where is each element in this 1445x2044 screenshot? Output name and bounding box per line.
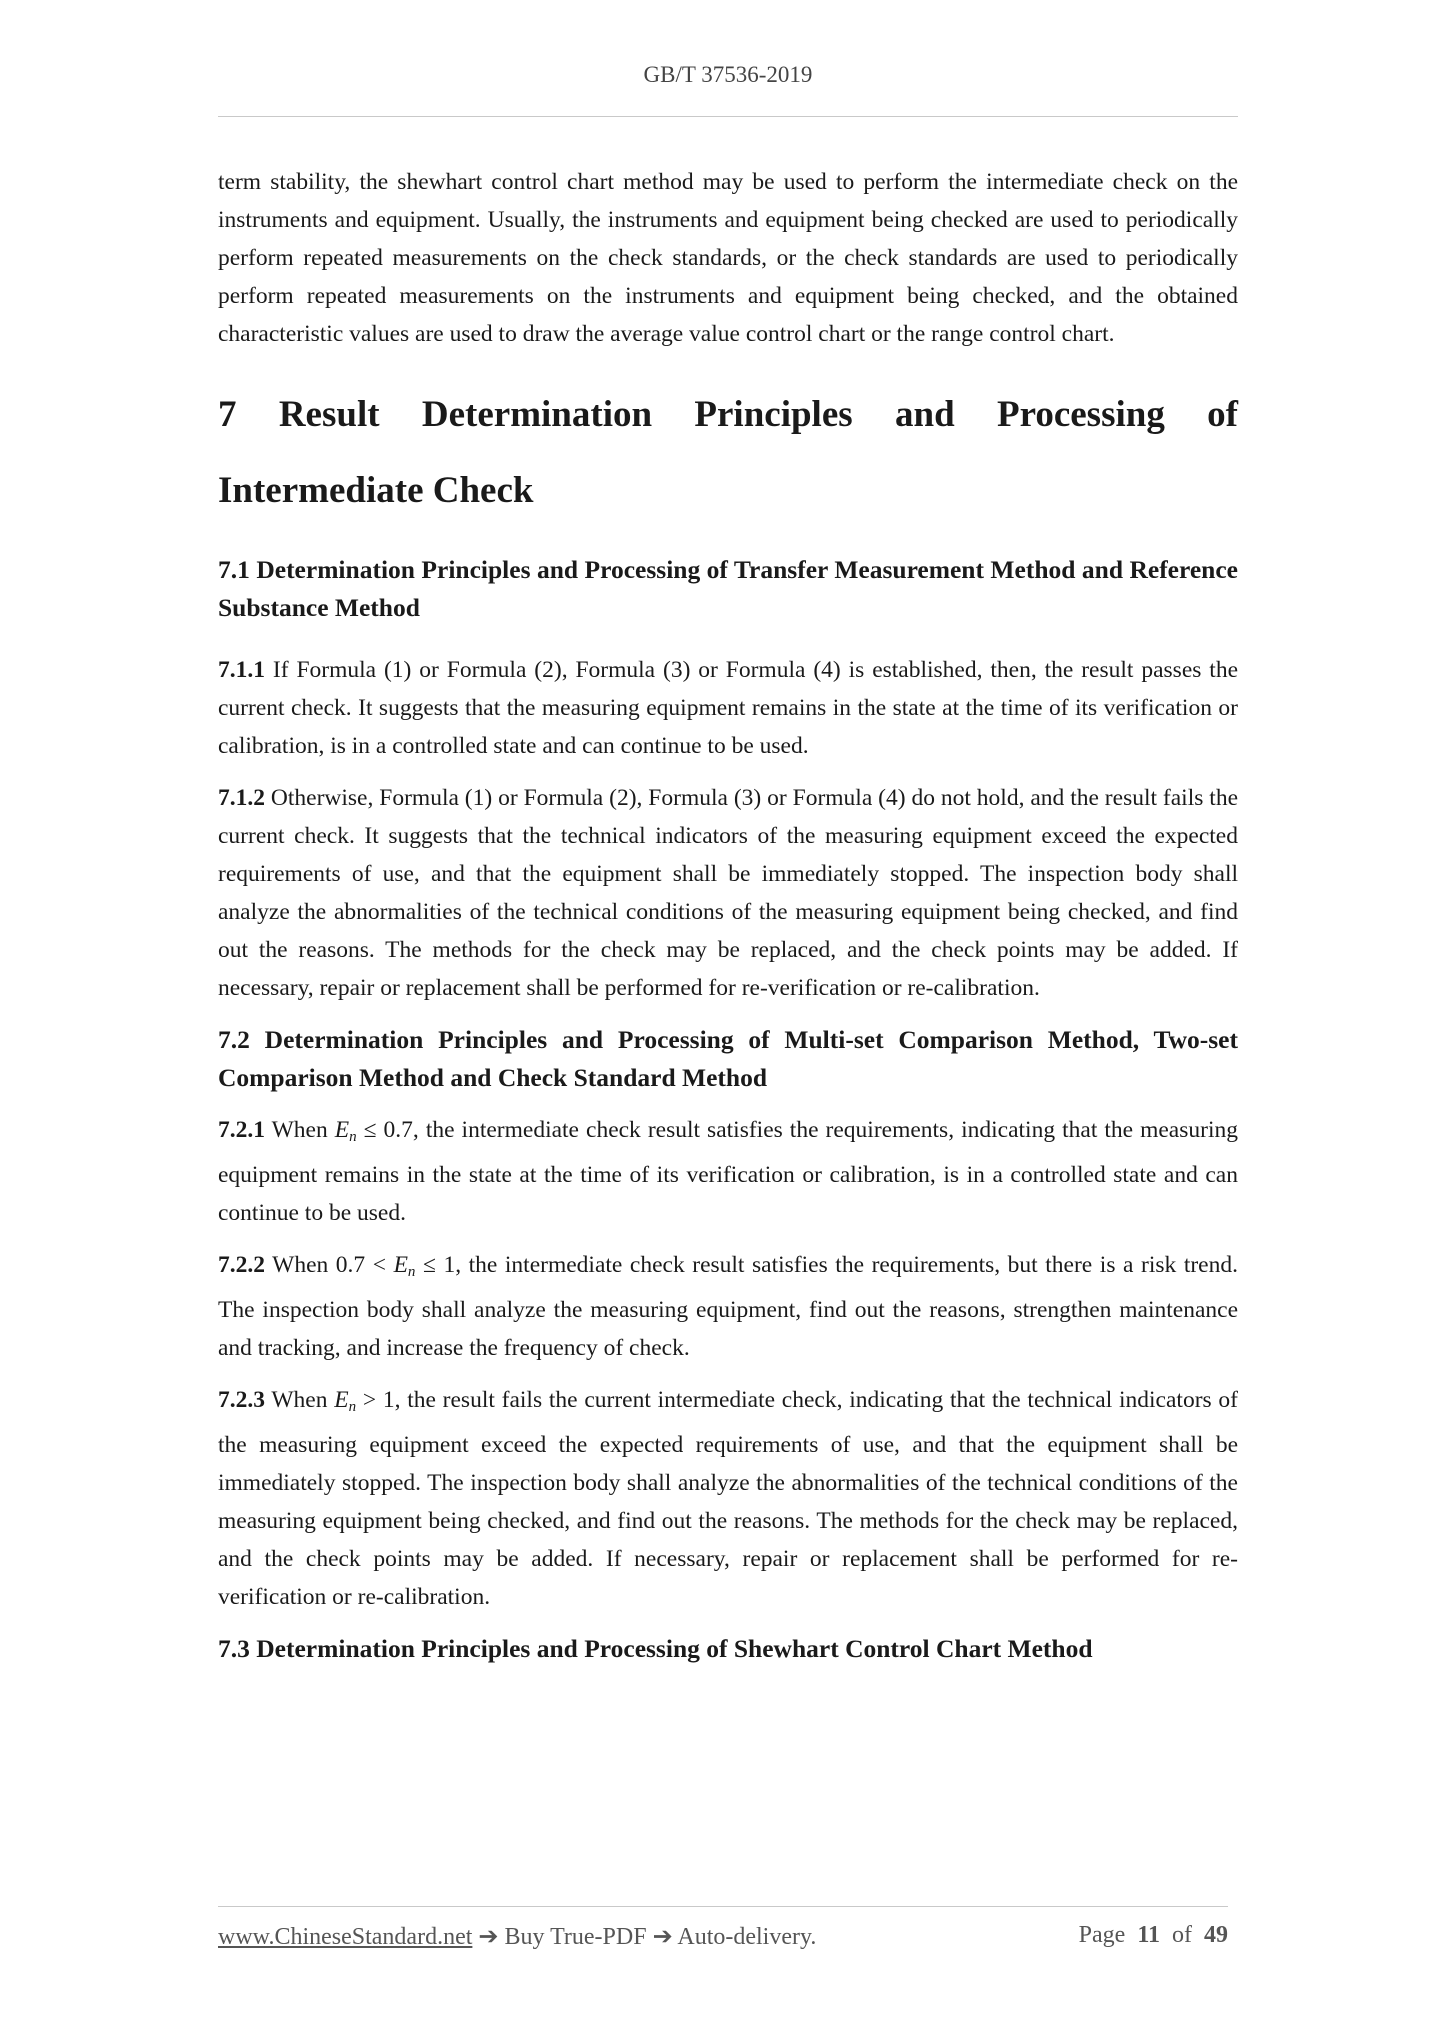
clause-number: 7.2.3 — [218, 1387, 265, 1413]
clause-text-post: ≤ 0.7, the intermediate check result satisfies the requirements, indicating that the measuring equipment remains in the state at the time of its verification or calibration, is in a controlled state and can continue to be used. — [218, 1117, 1238, 1226]
document-header — [218, 62, 1238, 88]
page-content — [218, 163, 1238, 1668]
clause-number: 7.1.2 — [218, 785, 265, 811]
clause-7-2-2 — [218, 1246, 1238, 1367]
clause-text: Otherwise, Formula (1) or Formula (2), Formula (3) or Formula (4) do not hold, and the result fails the current check. It suggests that the technical indicators of the measuring equipment exceed the expected requirements of use, and that the equipment shall be immediately stopped. The inspection body shall analyze the abnormalities of the technical conditions of the measuring equipment being checked, and find out the reasons. The methods for the check may be replaced, and the check points may be added. If necessary, repair or replacement shall be performed for re-verification or re-calibration. — [218, 785, 1238, 1001]
clause-number: 7.2.1 — [218, 1117, 265, 1143]
current-page: 11 — [1137, 1922, 1160, 1948]
standard-code: GB/T 37536-2019 — [643, 62, 813, 87]
section-7-title-line1: 7 Result Determination Principles and Processing of — [218, 394, 1238, 435]
page-footer — [218, 1922, 1228, 1962]
footer-divider — [218, 1906, 1228, 1907]
clause-text-pre: When — [265, 1387, 335, 1413]
footer-promo — [218, 1922, 816, 1951]
arrow-right-icon: ➔ — [652, 1924, 673, 1950]
clause-7-1-2 — [218, 779, 1238, 1007]
section-7-2-title: 7.2 Determination Principles and Processing of Multi-set Comparison Method, Two-set Comparison Method and Check Standard Method — [218, 1025, 1238, 1092]
website-link[interactable]: www.ChineseStandard.net — [218, 1924, 473, 1950]
intro-paragraph: term stability, the shewhart control chart method may be used to perform the intermediate check on the instruments and equipment. Usually, the instruments and equipment being checked are used to periodically perform repeated measurements on the check standards, or the check standards are used to periodically perform repeated measurements on the instruments and equipment being checked, and the obtained characteristic values are used to draw the average value control chart or the range control chart. — [218, 169, 1238, 347]
subscript-n: n — [348, 1399, 357, 1415]
buy-text: Buy True-PDF — [504, 1924, 647, 1950]
section-7-title-line2: Intermediate Check — [218, 470, 534, 511]
total-pages: 49 — [1204, 1922, 1228, 1948]
page-indicator — [1079, 1922, 1228, 1949]
header-divider — [218, 116, 1238, 117]
subscript-n: n — [407, 1264, 416, 1280]
arrow-right-icon: ➔ — [478, 1924, 499, 1950]
clause-text-post: ≤ 1, the intermediate check result satisfies the requirements, but there is a risk trend. The inspection body shall analyze the measuring equipment, find out the reasons, strengthen maintenance and tracking, and increase the frequency of check. — [218, 1252, 1238, 1361]
clause-text-pre: When — [265, 1117, 335, 1143]
variable-E: E — [393, 1252, 408, 1278]
clause-7-2-3 — [218, 1381, 1238, 1616]
of-label: of — [1172, 1922, 1192, 1948]
clause-7-2-1 — [218, 1111, 1238, 1232]
clause-text-pre: When 0.7 < — [265, 1252, 394, 1278]
clause-number: 7.1.1 — [218, 657, 265, 683]
variable-E: E — [334, 1387, 349, 1413]
subscript-n: n — [349, 1129, 357, 1145]
clause-7-1-1 — [218, 651, 1238, 765]
clause-text: If Formula (1) or Formula (2), Formula (3) or Formula (4) is established, then, the result passes the current check. It suggests that the measuring equipment remains in the state at the time of its verification or calibration, is in a controlled state and can continue to be used. — [218, 657, 1238, 759]
section-7-1-title: 7.1 Determination Principles and Processing of Transfer Measurement Method and Reference Substance Method — [218, 555, 1238, 622]
clause-text-post: > 1, the result fails the current intermediate check, indicating that the technical indicators of the measuring equipment exceed the expected requirements of use, and that the equipment shall be immediately stopped. The inspection body shall analyze the abnormalities of the technical conditions of the measuring equipment being checked, and find out the reasons. The methods for the check may be replaced, and the check points may be added. If necessary, repair or replacement shall be performed for re-verification or re-calibration. — [218, 1387, 1238, 1610]
variable-E: E — [334, 1117, 350, 1143]
clause-number: 7.2.2 — [218, 1252, 265, 1278]
page-label: Page — [1078, 1922, 1126, 1948]
delivery-text: Auto-delivery. — [677, 1924, 817, 1950]
section-7-3-title: 7.3 Determination Principles and Processing of Shewhart Control Chart Method — [218, 1634, 1093, 1663]
